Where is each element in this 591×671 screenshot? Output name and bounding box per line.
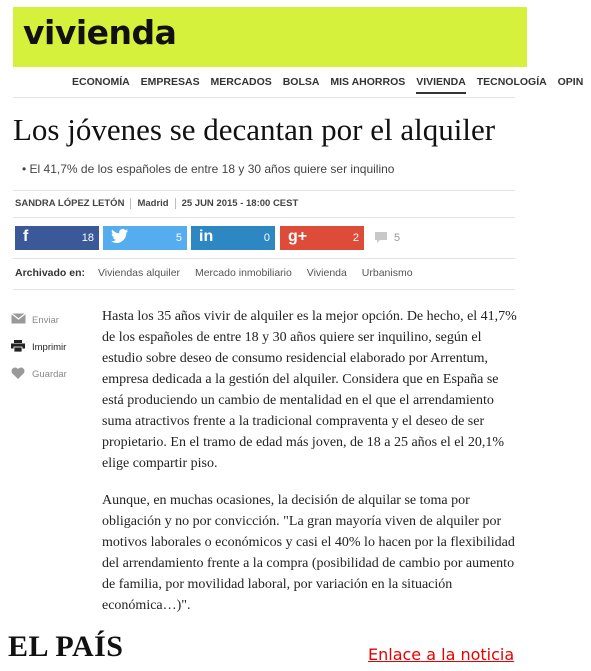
printer-icon xyxy=(11,340,27,355)
tag-link[interactable]: Vivienda xyxy=(306,267,347,279)
publish-date: 25 JUN 2015 - 18:00 CEST xyxy=(181,198,299,210)
save-button[interactable] xyxy=(11,367,91,394)
twitter-icon xyxy=(111,228,129,249)
envelope-icon xyxy=(11,313,27,327)
location: Madrid xyxy=(137,198,169,210)
nav-item-mis-ahorros[interactable]: MIS AHORROS xyxy=(330,76,406,88)
news-link[interactable]: Enlace a la noticia xyxy=(368,645,515,664)
nav-item-vivienda[interactable]: VIVIENDA xyxy=(416,76,466,94)
subtitle-text: El 41,7% de los españoles de entre 18 y 30 años quiere ser inquilino xyxy=(29,162,395,176)
comments-button[interactable] xyxy=(370,226,410,250)
nav-item-tecnologia[interactable]: TECNOLOGÍA xyxy=(476,76,547,88)
archived-tags xyxy=(15,267,425,279)
nav-item-empresas[interactable]: EMPRESAS xyxy=(140,76,200,88)
nav-item-mercados[interactable]: MERCADOS xyxy=(210,76,272,88)
nav-item-opinion[interactable]: OPIN xyxy=(557,76,584,88)
section-logo[interactable]: vivienda xyxy=(23,13,177,52)
googleplus-share-button[interactable] xyxy=(280,226,364,250)
comment-bubble-icon xyxy=(374,231,388,247)
meta-top-divider xyxy=(13,190,515,191)
article-tools xyxy=(11,313,91,394)
twitter-share-button[interactable] xyxy=(103,226,187,250)
meta-bottom-divider xyxy=(13,217,515,218)
twitter-count: 5 xyxy=(175,232,182,244)
print-label: Imprimir xyxy=(32,342,67,353)
heart-icon xyxy=(11,367,27,382)
tag-link[interactable]: Mercado inmobiliario xyxy=(194,267,292,279)
tags-divider xyxy=(13,289,515,290)
send-button[interactable] xyxy=(11,313,91,340)
byline-separator xyxy=(130,198,131,209)
article-paragraph: Hasta los 35 años vivir de alquiler es la mejor opción. De hecho, el 41,7% de los españoles de entre 18 y 30 años quiere ser inquilino, según el estudio sobre deseo de consumo residencial elaborado por Arrentum, empresa dedicada a la gestión del alquiler. Considera que en España se está produciendo un cambio de mentalidad en el que el arrendamiento suma atractivos frente a la tradicional compraventa y el deseo de ser propietario. En el tramo de edad más joven, de 18 a 25 años el el 20,1% elige compartir piso. xyxy=(102,309,517,471)
section-banner xyxy=(13,7,527,67)
googleplus-count: 2 xyxy=(352,232,359,244)
linkedin-icon: in xyxy=(199,228,214,245)
facebook-icon: f xyxy=(23,228,29,245)
article-body xyxy=(102,306,520,632)
comments-count: 5 xyxy=(394,232,401,244)
send-label: Enviar xyxy=(32,315,59,326)
facebook-count: 18 xyxy=(81,232,94,244)
googleplus-icon: g+ xyxy=(288,228,308,245)
linkedin-share-button[interactable] xyxy=(191,226,275,250)
byline xyxy=(15,198,298,209)
main-nav xyxy=(72,76,584,98)
nav-divider xyxy=(13,97,515,98)
bullet-icon: • xyxy=(22,162,30,176)
el-pais-logo: EL PAÍS xyxy=(8,630,124,663)
author-link[interactable]: SANDRA LÓPEZ LETÓN xyxy=(15,198,125,210)
tag-link[interactable]: Viviendas alquiler xyxy=(97,267,181,279)
facebook-share-button[interactable] xyxy=(15,226,99,250)
article-subtitle xyxy=(22,162,394,176)
nav-item-bolsa[interactable]: BOLSA xyxy=(282,76,320,88)
tag-link[interactable]: Urbanismo xyxy=(361,267,413,279)
byline-separator xyxy=(175,198,176,209)
save-label: Guardar xyxy=(32,369,67,380)
print-button[interactable] xyxy=(11,340,91,367)
archived-label: Archivado en: xyxy=(15,267,86,279)
article-headline: Los jóvenes se decantan por el alquiler xyxy=(13,112,496,147)
article-paragraph: Aunque, en muchas ocasiones, la decisión de alquilar se toma por obligación y no por convicción. "La gran mayoría viven de alquiler por motivos laborales o económicos y casi el 40% lo hacen por la flexibilidad del arrendamiento frente a la compra (posibilidad de cambio por aumento de familia, por movilidad laboral, por variación en la situación económica…)". xyxy=(102,493,515,613)
linkedin-count: 0 xyxy=(263,232,270,244)
social-divider xyxy=(13,258,515,259)
nav-item-economia[interactable]: ECONOMÍA xyxy=(72,76,130,88)
